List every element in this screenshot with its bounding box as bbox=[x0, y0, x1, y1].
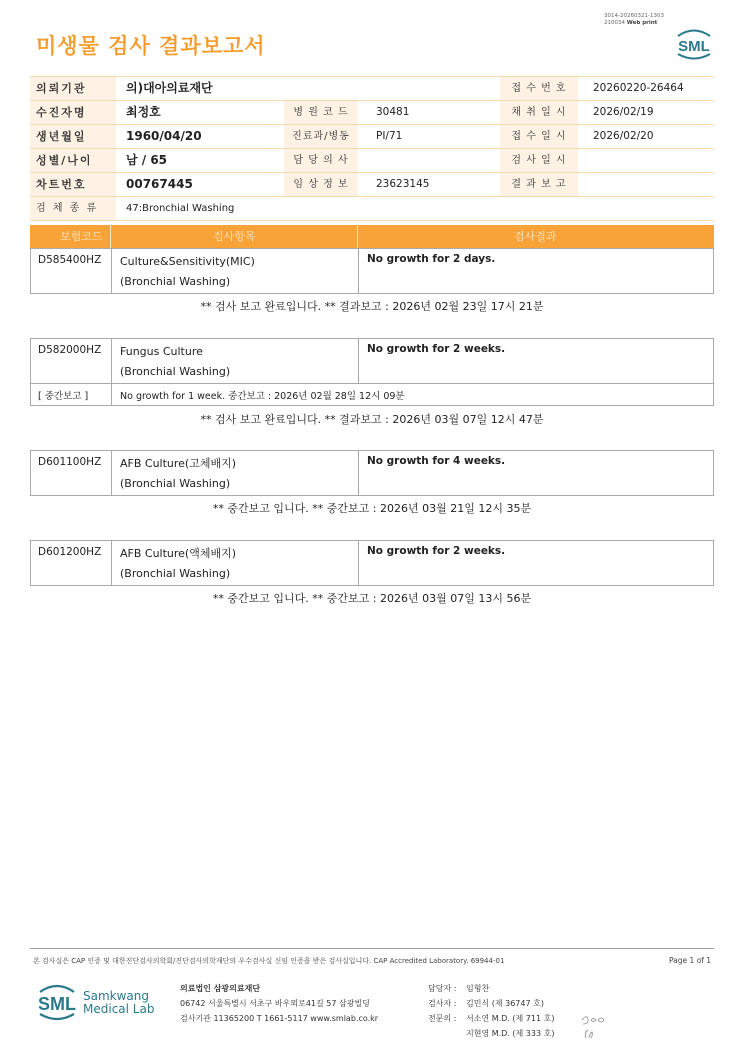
info-value: 23623145 bbox=[376, 178, 430, 190]
info-label: 차트번호 bbox=[30, 173, 116, 196]
interim-report-row bbox=[30, 384, 714, 406]
info-label: 검 사 일 시 bbox=[500, 149, 578, 172]
staff-role: 담당자 : bbox=[428, 984, 457, 993]
staff-role: 검사자 : bbox=[428, 999, 457, 1008]
info-label: 진료과/병동 bbox=[284, 125, 358, 148]
info-value: 2026/02/19 bbox=[593, 106, 654, 118]
report-status: ** 검사 보고 완료입니다. ** 결과보고 : 2026년 02월 23일 17시 21분 bbox=[200, 300, 544, 313]
result-block bbox=[30, 540, 714, 586]
info-value: 30481 bbox=[376, 106, 410, 118]
report-status: ** 중간보고 입니다. ** 중간보고 : 2026년 03월 21일 12시 35분 bbox=[212, 502, 532, 515]
info-value: 00767445 bbox=[126, 177, 193, 191]
test-item-name: Fungus Culture bbox=[120, 345, 203, 358]
test-item-name: AFB Culture(액체배지) bbox=[120, 547, 237, 560]
report-title: 미생물 검사 결과보고서 bbox=[36, 34, 266, 58]
interim-text: No growth for 1 week. 중간보고 : 2026년 02월 28일 12시 09분 bbox=[120, 391, 405, 402]
organization-info bbox=[180, 981, 378, 1026]
svg-text:SML: SML bbox=[38, 994, 76, 1014]
report-status: ** 검사 보고 완료입니다. ** 결과보고 : 2026년 03월 07일 12시 47분 bbox=[200, 413, 544, 426]
test-result: No growth for 2 days. bbox=[367, 253, 496, 265]
staff-role: 전문의 : bbox=[428, 1014, 457, 1023]
test-item bbox=[120, 252, 255, 292]
print-type: Web print bbox=[626, 20, 658, 26]
signature bbox=[578, 1008, 612, 1046]
test-item-specimen: (Bronchial Washing) bbox=[120, 365, 231, 378]
test-item-specimen: (Bronchial Washing) bbox=[120, 275, 231, 288]
info-value: 의)대아의료재단 bbox=[126, 81, 213, 95]
staff-list bbox=[428, 981, 554, 1041]
insurance-code: D582000HZ bbox=[38, 344, 102, 356]
staff-name: 서소연 M.D. (제 711 호) bbox=[466, 1014, 555, 1023]
info-row bbox=[30, 125, 714, 149]
info-label: 의뢰기관 bbox=[30, 77, 116, 100]
header-code: 보험코드 bbox=[60, 230, 103, 243]
info-value: 20260220-26464 bbox=[593, 82, 684, 94]
result-block bbox=[30, 248, 714, 294]
certification-text: 본 검사실은 CAP 인증 및 대한진단검사의학회/진단검사의학재단의 우수검사실 신임 인증을 받은 검사실입니다. CAP Accredited Laboratory. 69944-01 bbox=[33, 957, 505, 965]
info-label: 임 상 정 보 bbox=[284, 173, 358, 196]
test-item-specimen: (Bronchial Washing) bbox=[120, 477, 231, 490]
test-item-specimen: (Bronchial Washing) bbox=[120, 567, 231, 580]
info-row bbox=[30, 197, 714, 221]
staff-name: 김민식 (제 36747 호) bbox=[466, 999, 544, 1008]
test-item-name: Culture&Sensitivity(MIC) bbox=[120, 255, 255, 268]
header-result: 검사결과 bbox=[514, 230, 557, 243]
report-status: ** 중간보고 입니다. ** 중간보고 : 2026년 03월 07일 13시 56분 bbox=[212, 592, 532, 605]
result-block bbox=[30, 450, 714, 496]
info-label: 접 수 번 호 bbox=[500, 77, 578, 100]
org-address: 06742 서울특별시 서초구 바우뫼로41길 57 삼광빌딩 bbox=[180, 999, 370, 1008]
staff-name: 지현영 M.D. (제 333 호) bbox=[466, 1029, 555, 1038]
print-code: 3014-20260321-1303 bbox=[604, 13, 664, 19]
page-number: Page 1 of 1 bbox=[669, 956, 712, 965]
test-result: No growth for 2 weeks. bbox=[367, 545, 506, 557]
footer-divider bbox=[30, 948, 714, 949]
org-name: 의료법인 삼광의료재단 bbox=[180, 984, 261, 993]
print-info bbox=[604, 13, 664, 27]
info-label: 수진자명 bbox=[30, 101, 116, 124]
staff-name: 임형찬 bbox=[466, 984, 490, 993]
insurance-code: D601200HZ bbox=[38, 546, 102, 558]
test-item bbox=[120, 544, 236, 584]
info-label: 결 과 보 고 bbox=[500, 173, 578, 196]
info-label: 병 원 코 드 bbox=[284, 101, 358, 124]
header-item: 검사항목 bbox=[213, 230, 256, 243]
sml-logo-icon bbox=[674, 27, 714, 65]
insurance-code: D601100HZ bbox=[38, 456, 102, 468]
test-item bbox=[120, 454, 236, 494]
interim-tag: [ 중간보고 ] bbox=[38, 391, 89, 402]
test-item bbox=[120, 342, 230, 382]
test-result: No growth for 2 weeks. bbox=[367, 343, 506, 355]
test-result: No growth for 4 weeks. bbox=[367, 455, 506, 467]
info-row bbox=[30, 76, 714, 101]
results-header bbox=[30, 225, 714, 248]
info-value: 47:Bronchial Washing bbox=[126, 203, 235, 214]
info-row bbox=[30, 101, 714, 125]
logo-line1: Samkwang bbox=[83, 989, 149, 1003]
insurance-code: D585400HZ bbox=[38, 254, 102, 266]
info-label: 성별/나이 bbox=[30, 149, 116, 172]
svg-text:SML: SML bbox=[678, 38, 710, 55]
print-code2: 210034 bbox=[604, 20, 625, 26]
info-value: PI/71 bbox=[376, 130, 403, 142]
info-label: 접 수 일 시 bbox=[500, 125, 578, 148]
info-label: 담 당 의 사 bbox=[284, 149, 358, 172]
logo-line2: Medical Lab bbox=[83, 1002, 155, 1016]
info-value: 남 / 65 bbox=[126, 153, 168, 167]
org-contact: 검사기관 11365200 T 1661-5117 www.smlab.co.kr bbox=[180, 1014, 379, 1023]
info-row bbox=[30, 173, 714, 197]
info-label: 생년월일 bbox=[30, 125, 116, 148]
patient-info-table bbox=[30, 76, 714, 221]
info-value: 1960/04/20 bbox=[126, 129, 202, 143]
info-value: 최정호 bbox=[126, 105, 161, 119]
info-label: 검 체 종 류 bbox=[30, 197, 116, 220]
info-label: 채 취 일 시 bbox=[500, 101, 578, 124]
info-value: 2026/02/20 bbox=[593, 130, 654, 142]
sml-logo-icon bbox=[36, 980, 78, 1024]
test-item-name: AFB Culture(고체배지) bbox=[120, 457, 237, 470]
info-row bbox=[30, 149, 714, 173]
result-block bbox=[30, 338, 714, 384]
